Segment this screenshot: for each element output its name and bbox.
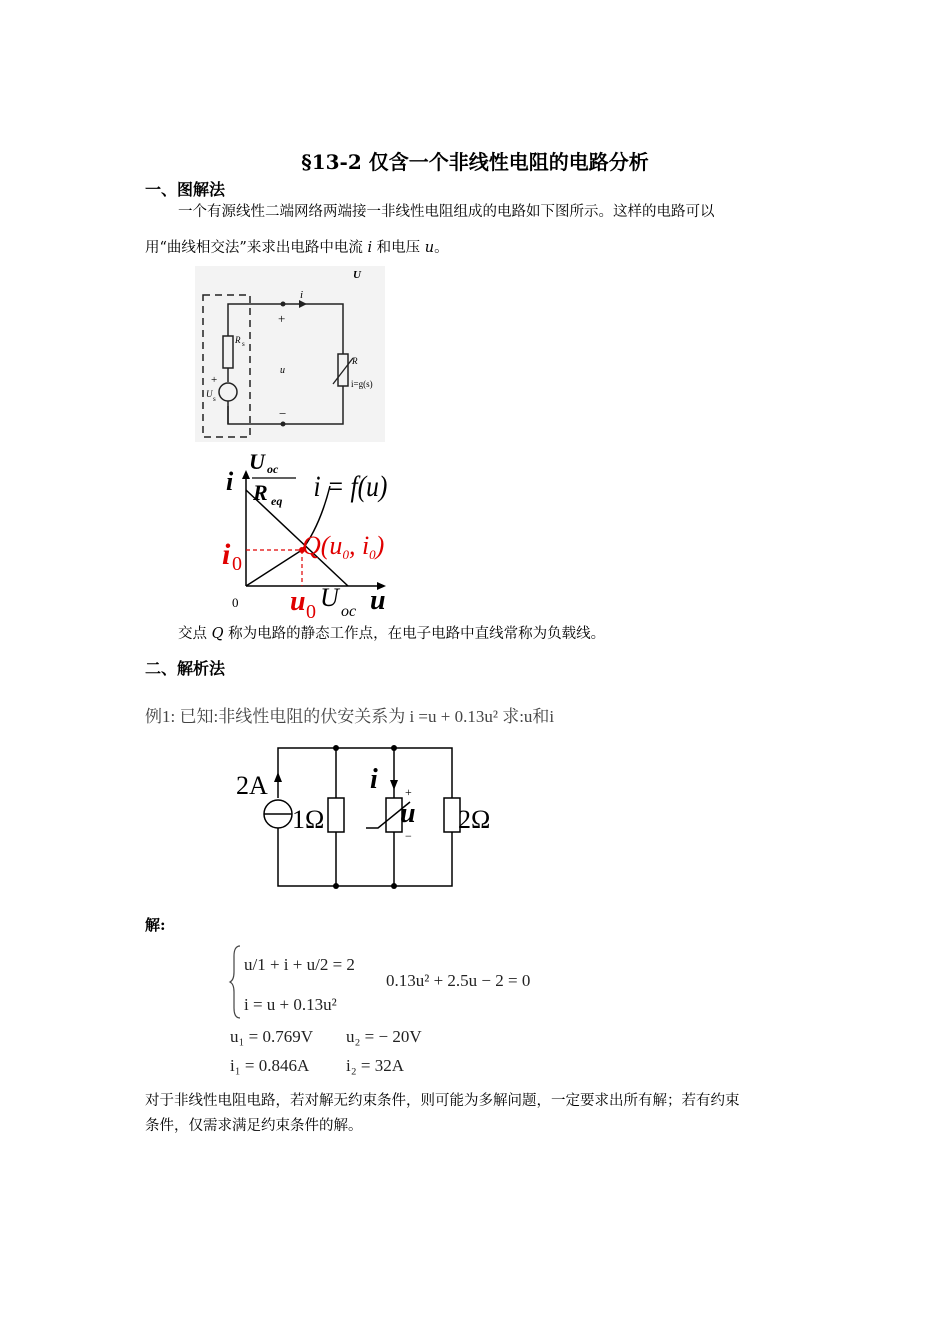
- label-q-point-sub2: 0: [369, 547, 376, 562]
- terminal-top: [281, 302, 286, 307]
- intro-var-i: i: [367, 240, 373, 256]
- intro-line-2-prefix: 用“曲线相交法”来求出电路中电流: [145, 240, 368, 256]
- example-1-statement: 例1: 已知:非线性电阻的伏安关系为 i =u + 0.13u² 求:u和i: [145, 707, 555, 726]
- node-top-1: [333, 745, 339, 751]
- label-u0: u: [290, 586, 306, 617]
- label-r: R: [352, 356, 358, 366]
- conclusion-line-2: 条件，仅需求满足约束条件的解。: [145, 1118, 363, 1134]
- label-source-2a: 2A: [236, 771, 268, 800]
- node-bottom-2: [391, 883, 397, 889]
- label-plus: +: [278, 311, 286, 326]
- label-q-point: [302, 531, 384, 562]
- label-i0-sub: 0: [232, 553, 242, 575]
- label-u-2: u: [400, 798, 416, 829]
- note-rest: 称为电路的静态工作点，在电子电路中直线常称为负载线。: [223, 626, 606, 642]
- note-prefix: 交点: [178, 626, 212, 642]
- label-i0: i: [222, 538, 231, 571]
- label-r-eq: i=g(s): [351, 379, 373, 389]
- label-current-i: i: [300, 289, 304, 301]
- intro-line-2: [145, 230, 449, 266]
- equation-quadratic: 0.13u² + 2.5u − 2 = 0: [386, 971, 531, 990]
- circuit-diagram-example: [230, 742, 510, 892]
- label-rs-sub: s: [242, 340, 245, 348]
- solution-u1: u₁ = 0.769V: [230, 1027, 314, 1046]
- label-minus-2: −: [405, 829, 412, 843]
- label-req-sub: eq: [271, 494, 283, 508]
- label-q-point-main: Q(u: [302, 531, 343, 560]
- equation-system: [228, 942, 588, 1022]
- label-func: i = f(u): [313, 470, 388, 504]
- label-uoc-top-sub: oc: [267, 462, 279, 476]
- label-us-sub: s: [213, 395, 216, 403]
- label-plus-2: +: [405, 785, 412, 799]
- label-r2: 2Ω: [458, 805, 491, 834]
- resistor-1-ohm: [328, 798, 344, 832]
- intro-line-1: 一个有源线性二端网络两端接一非线性电阻组成的电路如下图所示。这样的电路可以: [178, 204, 715, 220]
- y-axis-label: i: [226, 467, 234, 496]
- label-q-point-end: ): [375, 531, 385, 560]
- note-q: Q: [211, 626, 224, 642]
- label-minus: −: [279, 406, 287, 421]
- section-heading-analytical: 二、解析法: [145, 659, 226, 678]
- terminal-bottom: [281, 422, 286, 427]
- label-q-point-mid: , i: [348, 531, 370, 560]
- source-arrow-icon: [274, 772, 282, 782]
- load-line-graph: [220, 446, 430, 620]
- solution-i1: i₁ = 0.846A: [230, 1056, 310, 1075]
- label-rs: R: [235, 335, 241, 345]
- section-heading-graphical: 一、图解法: [145, 180, 226, 199]
- equation-line-2: i = u + 0.13u²: [244, 995, 337, 1014]
- node-top-2: [391, 745, 397, 751]
- label-r1: 1Ω: [292, 805, 325, 834]
- label-q-point-sub1: 0: [342, 547, 349, 562]
- label-origin: 0: [232, 595, 239, 610]
- node-bottom-1: [333, 883, 339, 889]
- label-u0-sub: 0: [306, 601, 316, 620]
- label-branch-i: i: [370, 764, 378, 795]
- intro-line-2-mid: 和电压: [372, 240, 425, 256]
- conclusion-line-1: 对于非线性电阻电路，若对解无约束条件，则可能为多解问题，一定要求出所有解；若有约束: [145, 1093, 740, 1109]
- intro-line-2-end: 。: [434, 240, 449, 256]
- intro-var-u: u: [424, 240, 435, 256]
- label-u-mid: u: [280, 365, 285, 376]
- solution-label: 解:: [145, 916, 166, 934]
- solution-i2: i₂ = 32A: [346, 1056, 405, 1075]
- branch-current-arrow-icon: [390, 780, 398, 790]
- q-point-note: [178, 622, 605, 643]
- x-axis-label: u: [370, 585, 386, 616]
- circuit-diagram-thevenin: [195, 266, 385, 442]
- equation-line-1: u/1 + i + u/2 = 2: [244, 955, 355, 974]
- label-uoc-x: U: [320, 583, 339, 612]
- label-top-u: U: [353, 269, 361, 281]
- label-uoc-top: U: [249, 449, 265, 474]
- page-title: §13-2 仅含一个非线性电阻的电路分析: [301, 150, 649, 174]
- label-uoc-x-sub: oc: [341, 603, 357, 620]
- label-source-plus: +: [211, 374, 218, 386]
- solution-u2: u₂ = − 20V: [346, 1027, 422, 1046]
- system-brace: [230, 946, 240, 1018]
- label-us: U: [206, 389, 213, 399]
- label-req: R: [253, 480, 268, 505]
